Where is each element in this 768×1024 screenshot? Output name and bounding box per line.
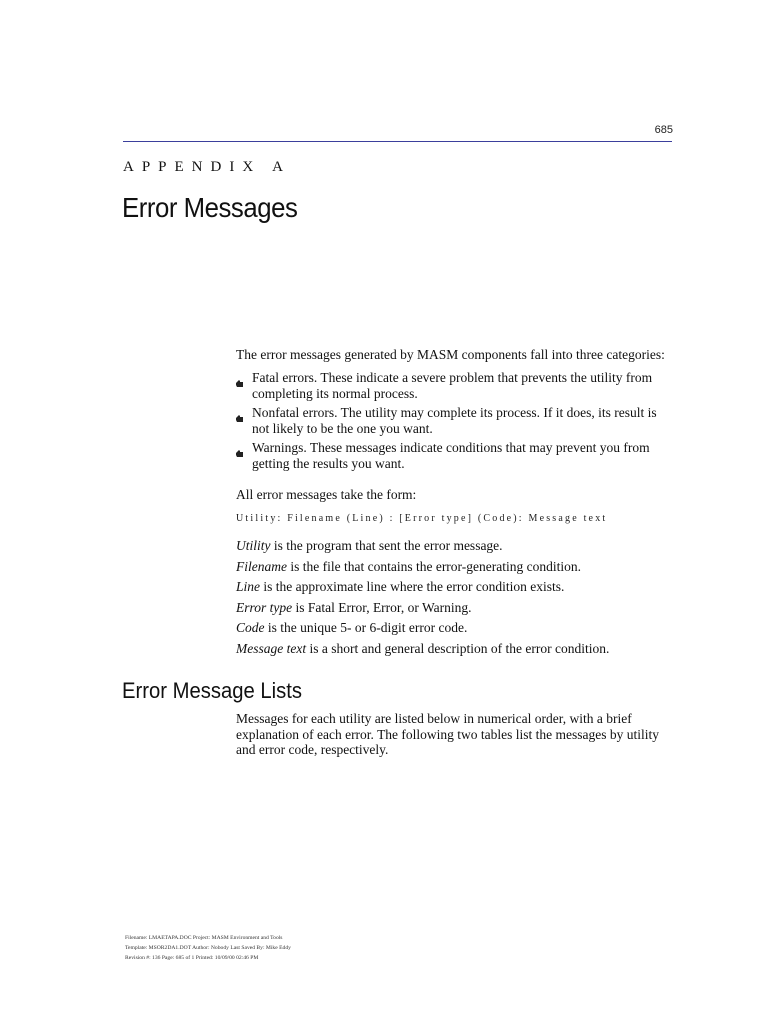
list-item: [236, 370, 676, 401]
footer-line: Filename: LMAETAPA.DOC Project: MASM Environment and Tools: [125, 935, 283, 941]
lists-paragraph: Messages for each utility are listed below in numerical order, with a brief explanation of each error. The following two tables list the messages by utility and error code, respectively.: [236, 711, 660, 757]
definition-item: [236, 600, 676, 616]
page-title: Error Messages: [122, 192, 298, 223]
list-item-text: Nonfatal errors. The utility may complete its process. If it does, its result is not likely to be the one you want.: [252, 405, 657, 436]
footer-line: Template: MSOR2DA1.DOT Author: Nobody Last Saved By: Mike Eddy: [125, 945, 291, 951]
definition-text: is a short and general description of the error condition.: [306, 640, 610, 656]
section-heading: Error Message Lists: [122, 678, 302, 703]
list-item: [236, 440, 676, 471]
definition-term: Code: [236, 620, 265, 635]
definition-term: Message text: [236, 640, 307, 656]
definition-term: Utility: [236, 538, 271, 553]
definition-term: Error type: [236, 599, 293, 615]
list-item-text: Warnings. These messages indicate conditions that may prevent you from getting the results you want.: [252, 440, 650, 471]
header-rule: [123, 141, 672, 142]
definition-item: [236, 538, 676, 554]
hand-pointer-icon: [236, 410, 244, 417]
definition-item: [236, 559, 676, 575]
definition-text: is the approximate line where the error condition exists.: [260, 579, 565, 594]
form-intro: All error messages take the form:: [236, 487, 417, 502]
document-footer: [125, 933, 291, 963]
appendix-label: APPENDIX A: [123, 159, 291, 175]
page-number: 685: [654, 124, 673, 136]
definition-item: [236, 641, 676, 657]
intro-paragraph: The error messages generated by MASM components fall into three categories:: [236, 347, 665, 362]
list-item: [236, 405, 676, 436]
footer-line: Revision #: 136 Page: 685 of 1 Printed: 10/09/00 02:46 PM: [125, 955, 259, 961]
hand-pointer-icon: [236, 445, 244, 452]
definition-term: Filename: [236, 558, 287, 574]
definition-item: [236, 579, 676, 595]
definition-list: [236, 538, 676, 661]
definition-term: Line: [236, 579, 261, 594]
definition-text: is the unique 5- or 6-digit error code.: [264, 620, 468, 635]
definition-text: is the file that contains the error-generating condition.: [286, 558, 581, 574]
category-list: [236, 370, 676, 475]
definition-item: [236, 620, 676, 636]
definition-text: is the program that sent the error message.: [270, 538, 503, 553]
hand-pointer-icon: [236, 375, 244, 382]
definition-text: is Fatal Error, Error, or Warning.: [292, 599, 472, 615]
error-syntax: Utility: Filename (Line) : [Error type] (Code): Message text: [236, 513, 608, 524]
list-item-text: Fatal errors. These indicate a severe problem that prevents the utility from completing its normal process.: [252, 370, 653, 401]
